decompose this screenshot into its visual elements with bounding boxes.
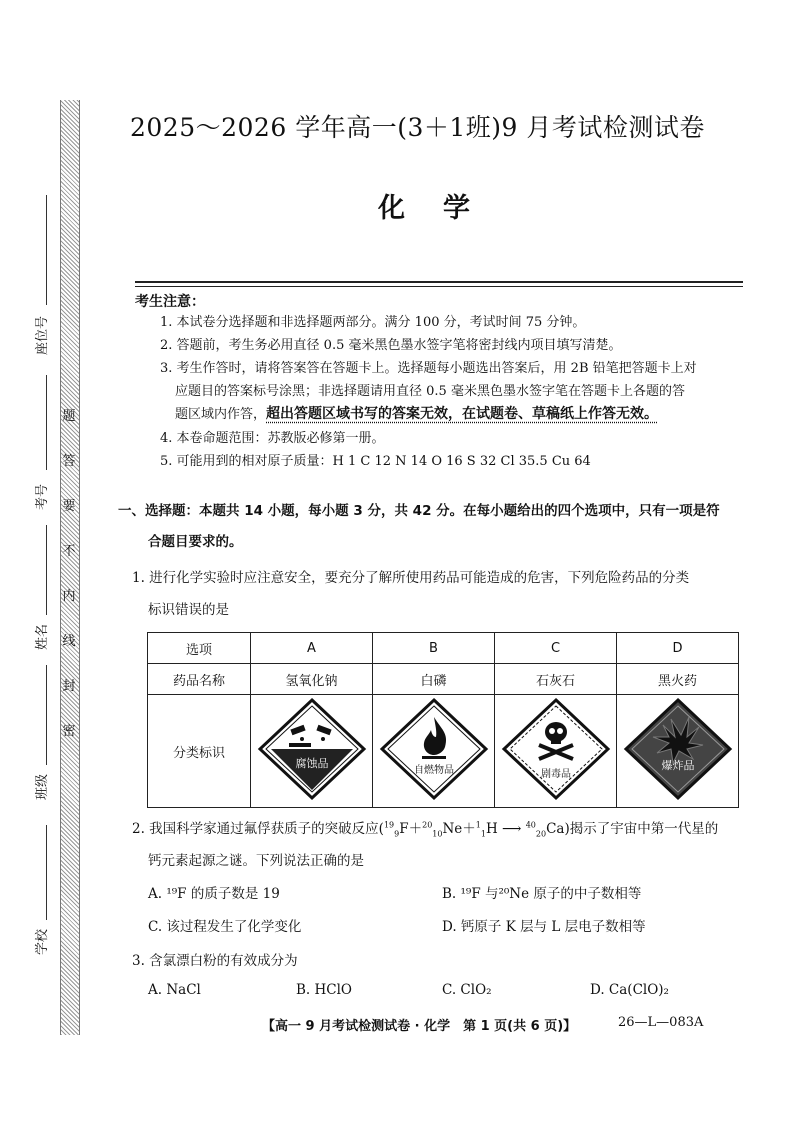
seal-char: 不 (62, 544, 76, 559)
sign-cell (617, 695, 739, 808)
school-label: 学校 (35, 928, 50, 955)
option-label: A (251, 633, 373, 664)
q1-stem: 1. 进行化学实验时应注意安全，要充分了解所使用药品可能造成的危害，下列危险药品的分类 (132, 570, 690, 586)
header-rule-thin (135, 286, 743, 287)
notice-item: 2. 答题前，考生务必用直径 0.5 毫米黑色墨水签字笔将密封线内项目填写清楚。 (160, 338, 622, 353)
table-header: 选项 (148, 633, 251, 664)
notice-emphasis: 超出答题区域书写的答案无效，在试题卷、草稿纸上作答无效。 (266, 406, 659, 422)
q2-stem-cont: 钙元素起源之谜。下列说法正确的是 (148, 853, 364, 869)
q2-stem-text: H ⟶ (485, 821, 526, 837)
q2-stem-line: 2. 我国科学家通过氟俘获质子的突破反应($^{19}_9$F＋$^{20}_{10}$Ne＋$^1_1$H ⟶ $^{40}_{20}$Ca)揭示了宇宙中第一代星的 (132, 820, 719, 839)
explosive-sign-icon (623, 697, 733, 801)
name-label: 姓名 (35, 623, 50, 650)
name-line[interactable] (46, 525, 47, 615)
notice-text: 题区域内作答， (175, 407, 267, 422)
seal-char: 线 (62, 634, 76, 649)
q2-stem-text: Ca)揭示了宇宙中第一代星的 (546, 821, 719, 837)
section-heading-cont: 合题目要求的。 (148, 534, 243, 550)
sign-cell (251, 695, 373, 808)
class-label: 班级 (35, 773, 50, 800)
seal-char: 内 (62, 589, 76, 604)
class-line[interactable] (46, 665, 47, 765)
header-rule (135, 281, 743, 283)
q2-stem-text: F＋ (399, 821, 423, 837)
option-label: D (617, 633, 739, 664)
notice-item: 3. 考生作答时，请将答案答在答题卡上。选择题每小题选出答案后，用 2B 铅笔把答题卡上对 (160, 361, 697, 376)
sign-text: 爆炸品 (661, 759, 694, 772)
sign-text: 剧毒品 (540, 769, 571, 780)
school-line[interactable] (46, 825, 47, 920)
sign-text: 自燃物品 (413, 765, 454, 776)
notice-heading: 考生注意： (135, 294, 205, 310)
option-label: C (495, 633, 617, 664)
q1-stem-cont: 标识错误的是 (148, 602, 229, 618)
option-label: B (373, 633, 495, 664)
q3-option-a[interactable]: A. NaCl (148, 982, 201, 998)
q2-option-b[interactable]: B. ¹⁹F 与²⁰Ne 原子的中子数相等 (442, 886, 642, 902)
q3-option-b[interactable]: B. HClO (296, 982, 352, 998)
q3-option-c[interactable]: C. ClO₂ (442, 982, 492, 998)
page-footer: 【高一 9 月考试检测试卷 · 化学 第 1 页(共 6 页)】 (262, 1019, 577, 1034)
notice-item-line (175, 405, 658, 424)
chemical-name: 白磷 (373, 664, 495, 695)
table-header: 药品名称 (148, 664, 251, 695)
notice-item: 应题目的答案标号涂黑；非选择题请用直径 0.5 毫米黑色墨水签字笔在答题卡上各题的答 (175, 384, 685, 399)
notice-item: 4. 本卷命题范围：苏教版必修第一册。 (160, 431, 385, 446)
section-heading: 一、选择题：本题共 14 小题，每小题 3 分，共 42 分。在每小题给出的四个选项中，只有一项是符 (118, 503, 720, 519)
chemical-name: 氢氧化钠 (251, 664, 373, 695)
chemical-name: 黑火药 (617, 664, 739, 695)
subject-title: 化学 (378, 193, 508, 224)
hazard-table (147, 632, 739, 808)
corrosive-sign-icon (257, 697, 367, 801)
seal-char: 封 (62, 679, 76, 694)
seal-char: 要 (62, 499, 76, 514)
q2-stem-text: Ne＋ (442, 821, 476, 837)
toxic-sign-icon (501, 697, 611, 801)
q2-option-a[interactable]: A. ¹⁹F 的质子数是 19 (148, 886, 280, 902)
q2-option-c[interactable]: C. 该过程发生了化学变化 (148, 919, 302, 935)
seat-label: 座位号 (35, 315, 50, 355)
q3-option-d[interactable]: D. Ca(ClO)₂ (590, 982, 669, 998)
notice-item: 1. 本试卷分选择题和非选择题两部分。满分 100 分，考试时间 75 分钟。 (160, 315, 586, 330)
table-header: 分类标识 (148, 695, 251, 808)
exam-no-line[interactable] (46, 375, 47, 470)
q2-stem-text: 2. 我国科学家通过氟俘获质子的突破反应( (132, 821, 384, 837)
seal-char: 题 (62, 409, 76, 424)
paper-code: 26—L—083A (618, 1015, 704, 1030)
flammable-sign-icon (379, 697, 489, 801)
exam-title: 2025～2026 学年高一(3＋1班)9 月考试检测试卷 (130, 113, 705, 142)
seal-char: 密 (62, 724, 76, 739)
notice-item: 5. 可能用到的相对原子质量：H 1 C 12 N 14 O 16 S 32 Cl 35.5 Cu 64 (160, 454, 591, 469)
sign-cell (373, 695, 495, 808)
q2-option-d[interactable]: D. 钙原子 K 层与 L 层电子数相等 (442, 919, 646, 935)
q3-stem: 3. 含氯漂白粉的有效成分为 (132, 953, 298, 969)
seal-char: 答 (62, 454, 76, 469)
sign-cell (495, 695, 617, 808)
seat-line[interactable] (46, 195, 47, 305)
exam-no-label: 考号 (35, 483, 50, 510)
chemical-name: 石灰石 (495, 664, 617, 695)
sign-text: 腐蚀品 (295, 757, 328, 770)
binding-strip (60, 100, 80, 1035)
